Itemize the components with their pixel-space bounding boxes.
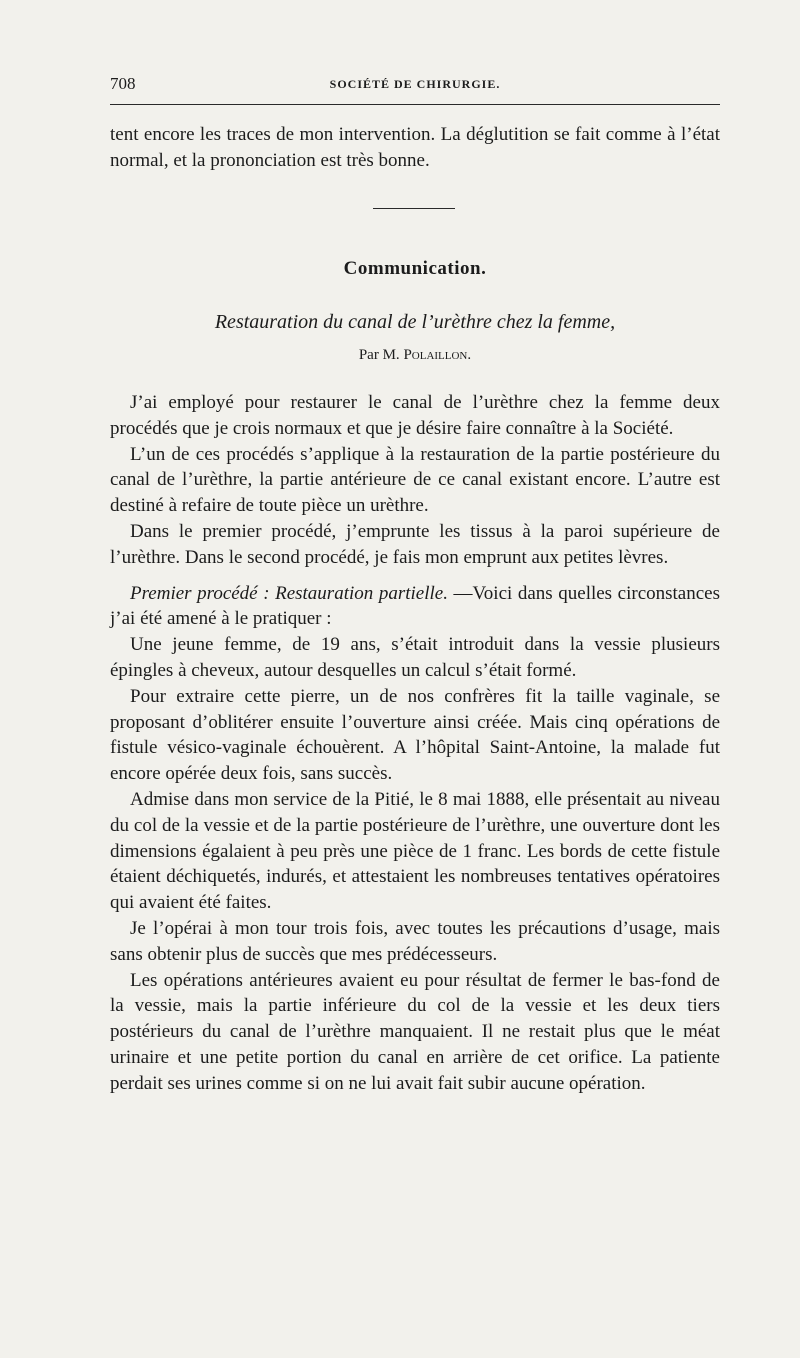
- page-number: 708: [110, 74, 136, 93]
- byline-prefix: Par M.: [358, 347, 404, 363]
- page-header: [110, 74, 720, 98]
- paragraph-text: —Voici dans quelles circonstances j’ai été amené à le pratiquer :: [110, 582, 720, 630]
- header-rule: [110, 104, 720, 105]
- intro-paragraph: tent encore les traces de mon intervention. La déglutition se fait comme à l’état normal, et la prononciation est très bonne.: [110, 124, 720, 171]
- running-head: SOCIÉTÉ DE CHIRURGIE.: [329, 77, 501, 91]
- paragraph: Pour extraire cette pierre, un de nos confrères fit la taille vaginale, se proposant d’oblitérer ensuite l’ouverture ainsi créée. Mais cinq opérations de fistule vésico-vaginale échouèrent. A l’hôpital Saint-Antoine, la malade fut encore opérée deux fois, sans succès.: [110, 685, 720, 785]
- byline: [110, 347, 720, 364]
- article-title: Restauration du canal de l’urèthre chez la femme,: [214, 311, 616, 333]
- intro-text: [110, 122, 720, 174]
- paragraph: Dans le premier procédé, j’emprunte les tissus à la paroi supérieure de l’urèthre. Dans le second procédé, je fais mon emprunt aux petites lèvres.: [110, 520, 720, 568]
- paragraph: [110, 581, 720, 633]
- paragraph: Les opérations antérieures avaient eu pour résultat de fermer le bas-fond de la vessie, mais la partie inférieure du col de la vessie et les deux tiers postérieurs du canal de l’urèthre manquaient. Il ne restait plus que le méat urinaire et une petite portion du canal en arrière de cet orifice. La patiente perdait ses urines comme si on ne lui avait fait subir aucune opération.: [110, 969, 720, 1094]
- subsection-heading: Premier procédé : Restauration partielle.: [130, 582, 448, 604]
- paragraph: Une jeune femme, de 19 ans, s’était introduit dans la vessie plusieurs épingles à cheveux, autour desquelles un calcul s’était formé.: [110, 634, 720, 681]
- byline-author: Polaillon.: [403, 347, 472, 363]
- section-title: Communication.: [343, 258, 487, 279]
- paragraph: Admise dans mon service de la Pitié, le 8 mai 1888, elle présentait au niveau du col de la vessie et de la partie postérieure de l’urèthre, une ouverture dont les dimensions égalaient à peu près une pièce de 1 franc. Les bords de cette fistule étaient déchiquetés, indurés, et attestaient les nombreuses tentatives opératoires qui avaient été faites.: [110, 788, 720, 914]
- paragraph: J’ai employé pour restaurer le canal de l’urèthre chez la femme deux procédés que je crois normaux et que je désire faire connaître à la Société.: [110, 392, 720, 439]
- paragraph: Je l’opérai à mon tour trois fois, avec toutes les précautions d’usage, mais sans obtenir plus de succès que mes prédécesseurs.: [110, 917, 720, 965]
- separator-rule: [373, 208, 455, 209]
- article-body: [110, 390, 720, 1097]
- paragraph: L’un de ces procédés s’applique à la restauration de la partie postérieure du canal de l’urèthre, la partie antérieure de ce canal existant encore. L’autre est destiné à refaire de toute pièce un urèthre.: [110, 443, 720, 517]
